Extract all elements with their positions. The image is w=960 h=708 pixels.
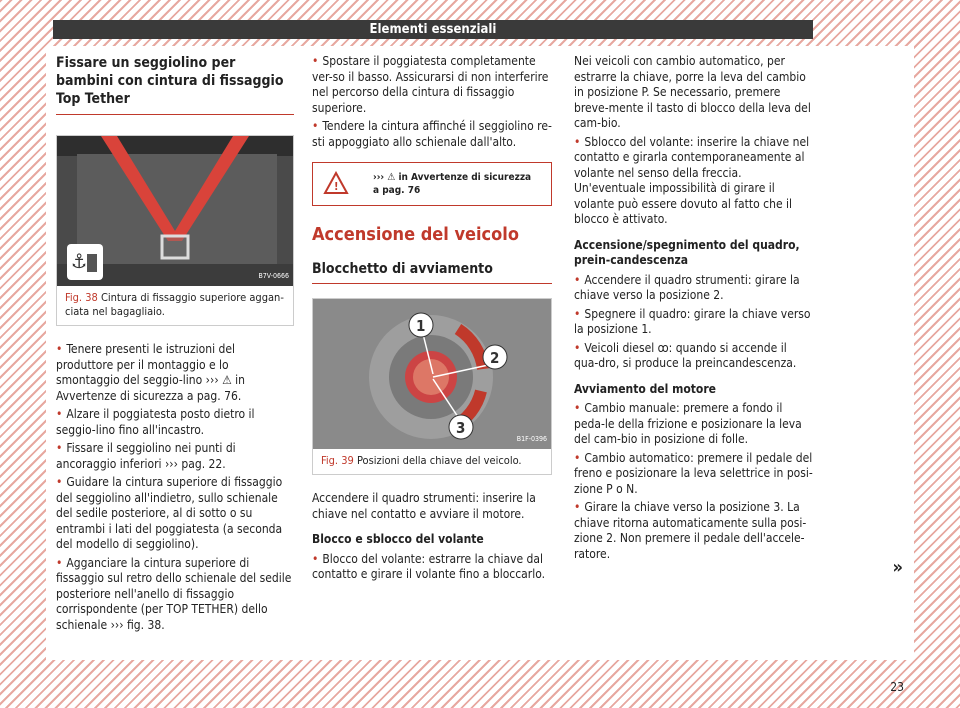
- bullet-item: • Agganciare la cintura superiore di fissaggio sul retro dello schienale del sedile posteriore nell'anello di fissaggio corrispondente (per TOP TETHER) dello schienale ››› fig. 38.: [56, 555, 292, 632]
- subheading: Avviamento del motore: [574, 381, 716, 396]
- subheading: Blocco e sblocco del volante: [312, 532, 484, 546]
- warning-text: ››› ⚠ in Avvertenze di sicurezza a pag. 76: [373, 172, 532, 196]
- figure-code: B1F-0396: [516, 434, 547, 443]
- column-2: [312, 54, 552, 586]
- column-1: [56, 54, 294, 636]
- svg-text:2: 2: [490, 349, 500, 367]
- paragraph: Accendere il quadro strumenti: inserire la chiave nel contatto e avviare il motore.: [312, 491, 536, 521]
- figure-code: B7V-0666: [258, 271, 289, 280]
- figure-label: Fig. 38: [65, 291, 98, 304]
- svg-text:3: 3: [456, 419, 466, 437]
- bullet-item: • Girare la chiave verso la posizione 3. La chiave ritorna automaticamente sulla posi-zione 2. Non premere il pedale dell'accele-ratore.: [574, 500, 807, 561]
- bullet-item: • Sblocco del volante: inserire la chiave nel contatto e girarla contemporaneamente al volante nel senso della freccia. Un'eventuale impossibilità di girare il volante può essere dovuto al fatto che il blocco è attivato.: [574, 134, 810, 226]
- bullet-item: • Spegnere il quadro: girare la chiave verso la posizione 1.: [574, 306, 811, 336]
- sub-title: Blocchetto di avviamento: [312, 260, 552, 284]
- bullet-item: • Guidare la cintura superiore di fissaggio del seggiolino all'indietro, sullo schienale del sedile posteriore, al di sotto o su entrambi i lati del poggiatesta (a seconda del modello di seggiolino).: [56, 475, 283, 551]
- bullet-item: • Alzare il poggiatesta posto dietro il seggio-lino fino all'incastro.: [56, 407, 255, 437]
- page-number: 23: [890, 680, 904, 694]
- figure-caption: [57, 286, 293, 325]
- section-title: Accensione del veicolo: [312, 224, 519, 245]
- figure-39: [312, 298, 552, 475]
- figure-caption-text: Posizioni della chiave del veicolo.: [356, 454, 522, 467]
- bullet-item: • Cambio automatico: premere il pedale del freno e posizionare la leva selettrice in posi-zione P o N.: [574, 450, 813, 496]
- bullet-item: • Spostare il poggiatesta completamente ver-so il basso. Assicurarsi di non interferire nel percorso della cintura di fissaggio superiore.: [312, 54, 549, 115]
- warning-triangle-icon: [323, 171, 349, 199]
- svg-text:⚓: ⚓: [71, 249, 88, 273]
- figure-caption-text: Cintura di fissaggio superiore aggan-ciata nel bagagliaio.: [65, 291, 284, 318]
- figure-caption: [313, 449, 551, 474]
- column-3: [574, 54, 814, 565]
- bullet-item: • Cambio manuale: premere a fondo il peda-le della frizione e posizionare la leva del cam-bio in posizione di folle.: [574, 401, 802, 446]
- figure-label: Fig. 39: [321, 454, 354, 467]
- bullet-item: • Tendere la cintura affinché il seggiolino re-sti appoggiato allo schienale dall'alto.: [312, 119, 552, 149]
- bullet-item: • Tenere presenti le istruzioni del produttore per il montaggio e lo smontaggio del seggio-lino ››› ⚠ in Avvertenze di sicurezza a pag. 76.: [56, 342, 246, 403]
- figure-38-image: [57, 136, 293, 286]
- subheading: Accensione/spegnimento del quadro, prein-candescenza: [574, 237, 800, 267]
- page-header: Elementi essenziali: [53, 20, 813, 39]
- continue-arrow-icon: »: [892, 557, 903, 578]
- svg-text:1: 1: [416, 317, 426, 335]
- svg-text:!: !: [334, 180, 339, 193]
- figure-39-image: [313, 299, 551, 449]
- bullet-item: • Fissare il seggiolino nei punti di ancoraggio inferiori ››› pag. 22.: [56, 441, 236, 471]
- figure-38: [56, 135, 294, 326]
- top-tether-symbol-icon: [67, 244, 103, 280]
- bullet-item: • Accendere il quadro strumenti: girare la chiave verso la posizione 2.: [574, 272, 800, 302]
- paragraph: Nei veicoli con cambio automatico, per estrarre la chiave, porre la leva del cambio in posizione P. Se necessario, premere breve-mente il tasto di blocco della leva del cam-bio.: [574, 54, 811, 130]
- section-heading: Fissare un seggiolino per bambini con cintura di fissaggio Top Tether: [56, 54, 294, 115]
- bullet-item: • Blocco del volante: estrarre la chiave dal contatto e girare il volante fino a bloccarlo.: [312, 551, 546, 581]
- warning-box: [312, 162, 552, 206]
- bullet-item: • Veicoli diesel ꝏ: quando si accende il qua-dro, si produce la preincandescenza.: [574, 340, 797, 370]
